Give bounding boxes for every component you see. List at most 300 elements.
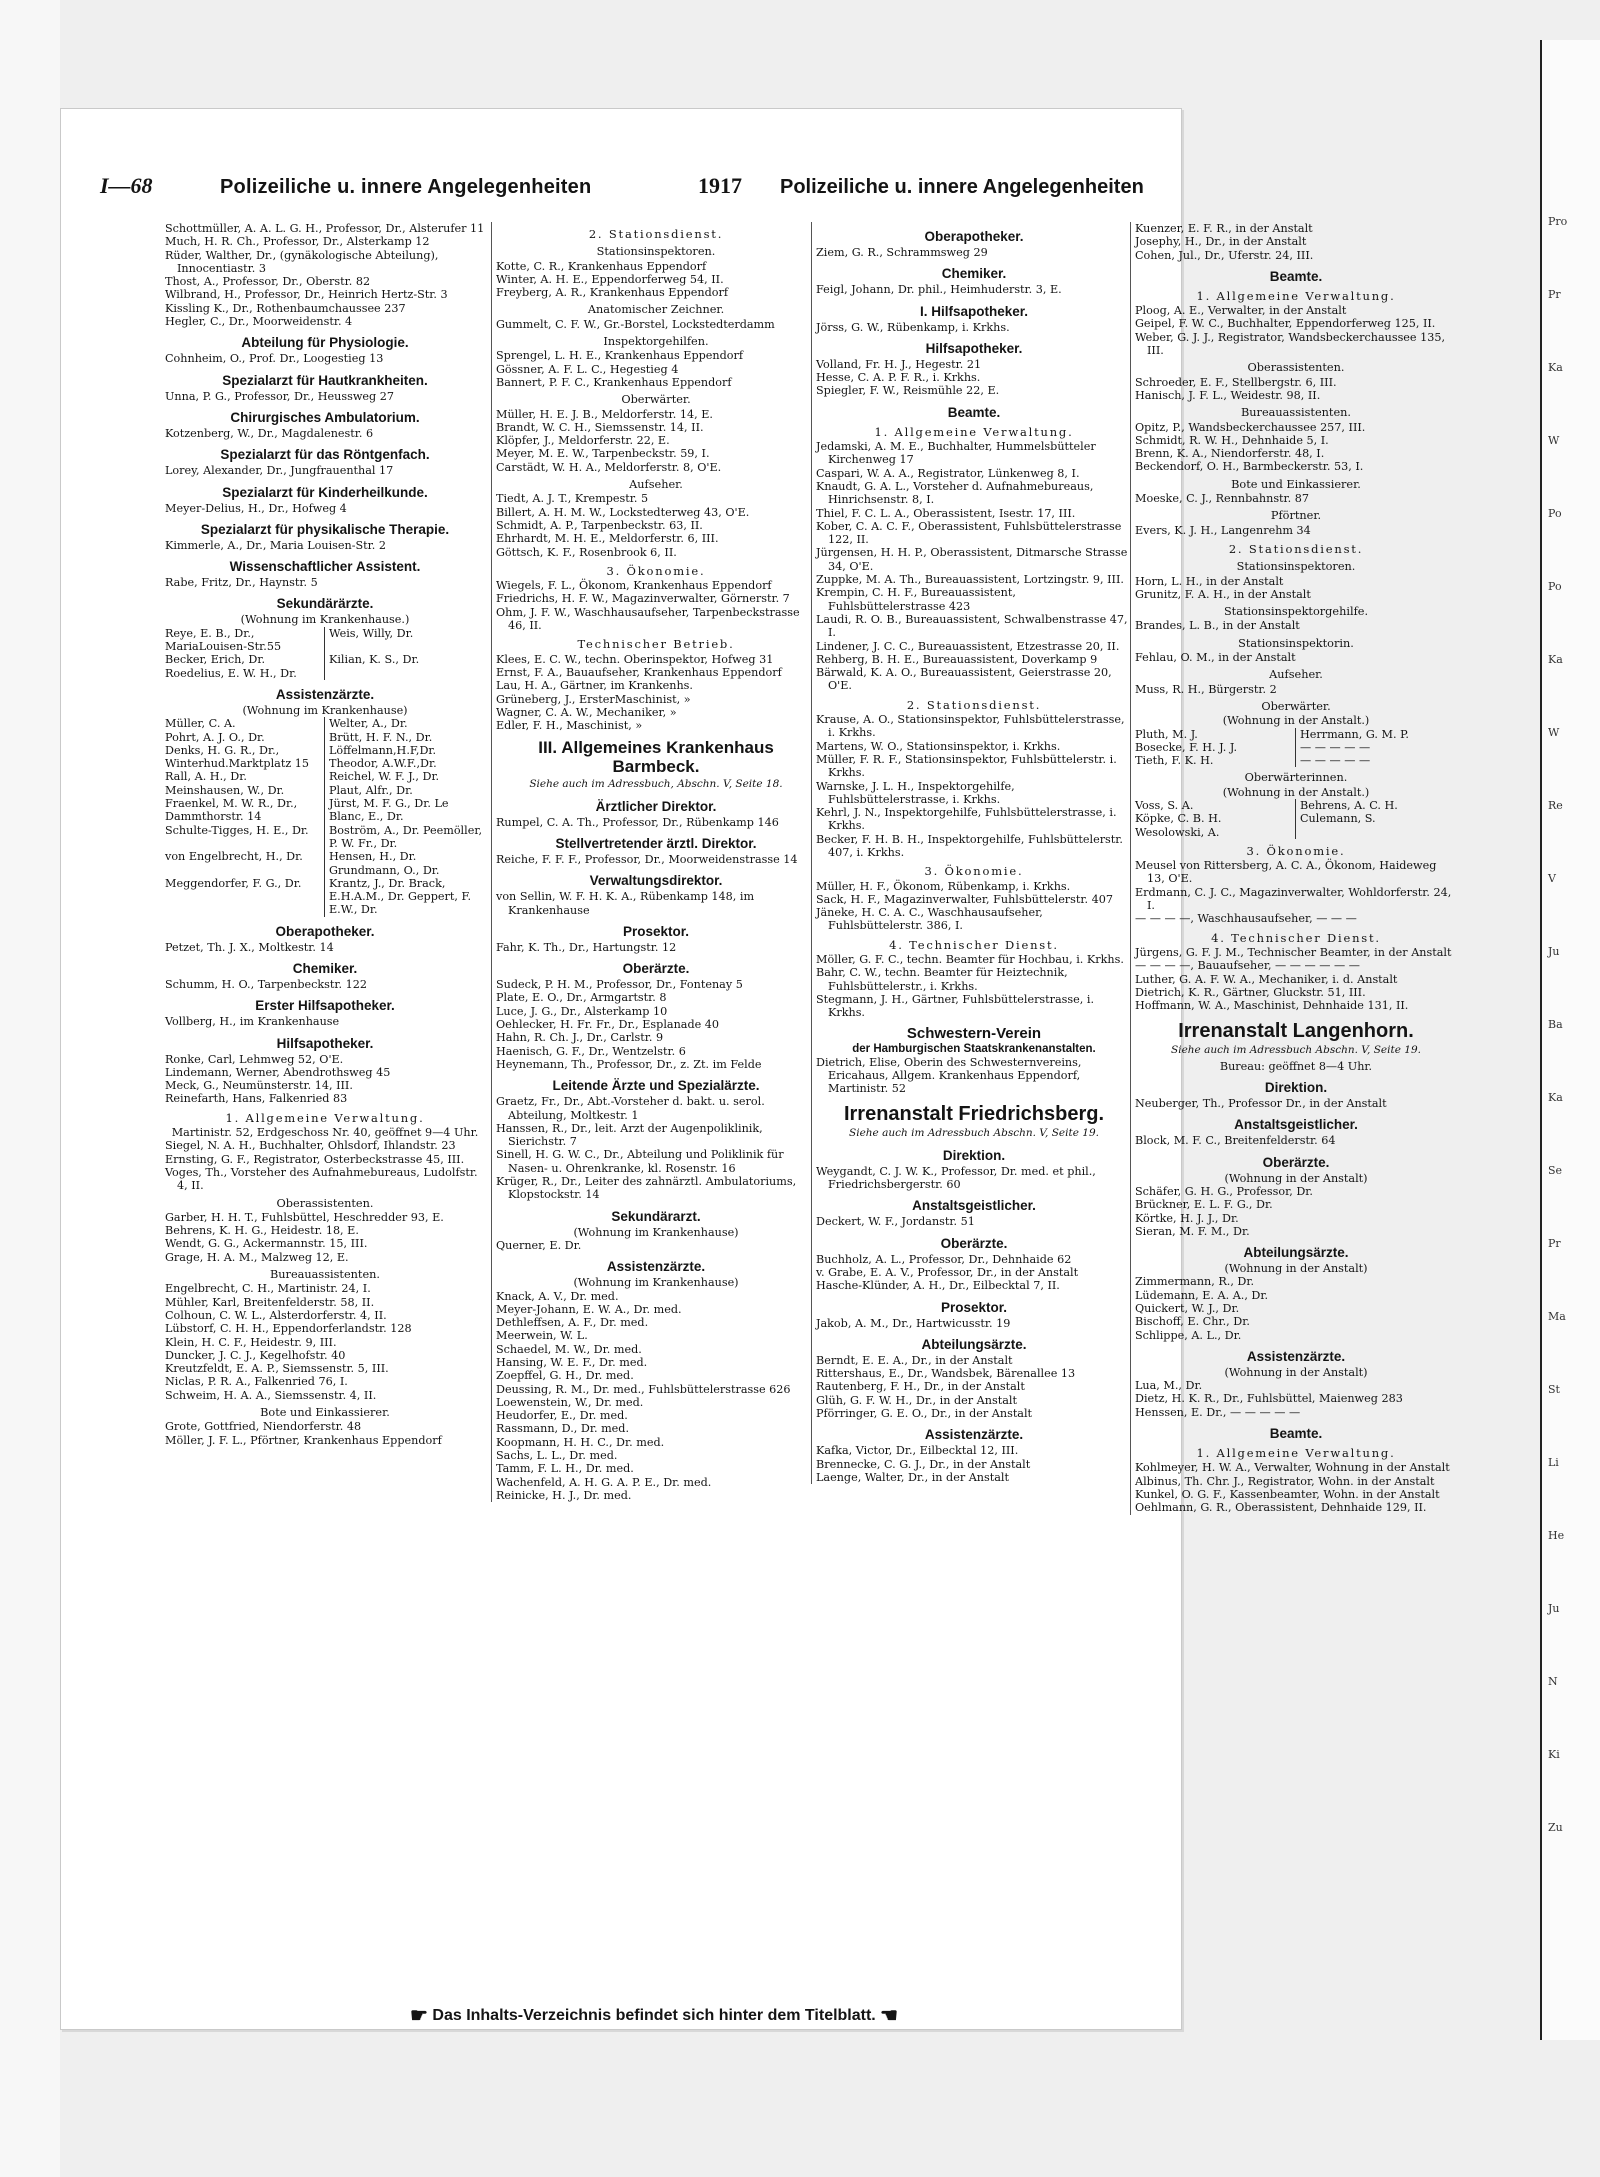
section-heading: Assistenzärzte. — [924, 1427, 1024, 1443]
adjacent-page-fragment: Pr — [1548, 1237, 1561, 1250]
adjacent-page-fragment: Ju — [1548, 945, 1560, 958]
adjacent-page-fragment: Li — [1548, 1456, 1559, 1469]
entry-right: Weis, Willy, Dr. — [329, 626, 414, 640]
directory-entry: Klees, E. C. W., techn. Oberinspektor, Hofweg 31 — [496, 652, 774, 666]
role-heading: Stationsinspektoren. — [596, 245, 716, 259]
directory-entry: Wagner, C. A. W., Mechaniker, » — [496, 705, 677, 719]
page-header — [100, 173, 1320, 203]
two-column-entry — [165, 667, 485, 680]
entry-left: Köpke, C. B. H. — [1135, 812, 1296, 825]
entry-left: Meinshausen, W., Dr. — [165, 784, 325, 797]
directory-entry: Knaudt, G. A. L., Vorsteher d. Aufnahmebureaus, Hinrichsenstr. 8, I. — [816, 479, 1094, 507]
directory-entry: Krempin, C. H. F., Bureauassistent, Fuhlsbüttelerstrasse 423 — [816, 586, 1016, 613]
two-column-entry — [165, 731, 485, 744]
directory-entry: Plate, E. O., Dr., Armgartstr. 8 — [496, 991, 667, 1005]
footer-note — [410, 2003, 1310, 2025]
entry-right: Hensen, H., Dr. Grundmann, O., Dr. — [329, 850, 440, 877]
adjacent-page-fragment: Po — [1548, 507, 1562, 520]
entry-right — [325, 667, 485, 680]
directory-entry: Kafka, Victor, Dr., Eilbecktal 12, III. — [816, 1444, 1019, 1458]
reference-note: Siehe auch im Adressbuch Abschn. V, Seite 19. — [1171, 1044, 1421, 1057]
directory-entry: Müller, F. R. F., Stationsinspektor, Fuhlsbüttelerstr. i. Krkhs. — [816, 752, 1117, 780]
directory-entry: Neuberger, Th., Professor Dr., in der Anstalt — [1135, 1097, 1387, 1111]
section-heading: Chirurgisches Ambulatorium. — [230, 409, 420, 425]
directory-entry: Meerwein, W. L. — [496, 1329, 588, 1343]
entry-right: Welter, A., Dr. — [329, 717, 408, 731]
directory-entry: von Sellin, W. F. H. K. A., Rübenkamp 148, im Krankenhause — [496, 890, 755, 917]
entry-right: Behrens, A. C. H. — [1300, 798, 1398, 812]
directory-entry: Jäneke, H. C. A. C., Waschhausaufseher, Fuhlsbüttelerstr. 386, I. — [816, 906, 1043, 933]
directory-entry: Cohen, Jul., Dr., Uferstr. 24, III. — [1135, 248, 1314, 262]
directory-entry: Grote, Gottfried, Niendorferstr. 48 — [165, 1420, 362, 1434]
directory-entry: Winter, A. H. E., Eppendorferweg 54, II. — [496, 272, 724, 286]
two-column-entry — [165, 850, 485, 877]
section-heading: Oberärzte. — [940, 1235, 1008, 1251]
adjacent-page-fragment: W — [1548, 726, 1560, 739]
note-line: (Wohnung im Krankenhause) — [573, 1276, 739, 1290]
adjacent-page-fragment: Se — [1548, 1164, 1563, 1177]
section-heading: Abteilungsärzte. — [921, 1336, 1027, 1352]
directory-entry: Grage, H. A. M., Malzweg 12, E. — [165, 1250, 349, 1264]
adjacent-page-fragment: Ba — [1548, 1018, 1563, 1031]
adjacent-page-fragment: Ju — [1548, 1602, 1560, 1615]
directory-entry: — — — —, Waschhausaufseher, — — — — [1135, 912, 1357, 926]
directory-entry: Geipel, F. W. C., Buchhalter, Eppendorferweg 125, II. — [1135, 317, 1436, 331]
section-heading: Verwaltungsdirektor. — [589, 873, 723, 889]
directory-entry: Weber, G. J. J., Registrator, Wandsbeckerchaussee 135, III. — [1135, 330, 1446, 358]
column-3 — [811, 222, 1132, 1484]
directory-entry: Meyer-Johann, E. W. A., Dr. med. — [496, 1302, 682, 1316]
directory-entry: Edler, F. H., Maschinist, » — [496, 719, 643, 733]
directory-entry: Hoffmann, W. A., Maschinist, Dehnhaide 131, II. — [1135, 999, 1409, 1013]
directory-entry: v. Grabe, E. A. V., Professor, Dr., in der Anstalt — [816, 1265, 1079, 1279]
directory-entry: Vollberg, H., im Krankenhause — [165, 1015, 340, 1029]
directory-entry: Bärwald, K. A. O., Bureauassistent, Geierstrasse 20, O'E. — [816, 666, 1112, 693]
two-column-entry — [1135, 728, 1457, 741]
two-column-entry — [1135, 826, 1457, 839]
role-heading: Oberwärter. — [621, 393, 691, 407]
directory-entry: Meusel von Rittersberg, A. C. A., Ökonom, Haideweg 13, O'E. — [1135, 859, 1437, 886]
section-heading: Assistenzärzte. — [275, 686, 375, 702]
section-heading: Beamte. — [1269, 268, 1323, 284]
entry-right: — — — — — — [1300, 754, 1371, 768]
column-2 — [491, 222, 816, 1502]
directory-entry: Quickert, W. J., Dr. — [1135, 1302, 1240, 1315]
directory-entry: Koopmann, H. H. C., Dr. med. — [496, 1435, 665, 1449]
directory-entry: Göttsch, K. F., Rosenbrook 6, II. — [496, 545, 677, 559]
role-heading: Bote und Einkassierer. — [260, 1406, 390, 1419]
subsection-heading: 1. Allgemeine Verwaltung. — [874, 424, 1074, 439]
entry-left: Rall, A. H., Dr. — [165, 770, 325, 783]
directory-entry: Josephy, H., Dr., in der Anstalt — [1135, 235, 1307, 249]
subsection-heading: 3. Ökonomie. — [1246, 843, 1346, 858]
directory-entry: Lindener, J. C. C., Bureauassistent, Etzestrasse 20, II. — [816, 639, 1120, 653]
directory-entry: Dietrich, Elise, Oberin des Schwesternvereins, Ericahaus, Allgem. Krankenhaus Eppendorf, Martinistr. 52 — [816, 1055, 1082, 1096]
directory-entry: Garber, H. H. T., Fuhlsbüttel, Heschredder 93, E. — [165, 1210, 444, 1224]
directory-entry: Hegler, C., Dr., Moorweidenstr. 4 — [165, 315, 353, 329]
directory-entry: Sack, H. F., Magazinverwalter, Fuhlsbüttelerstr. 407 — [816, 892, 1113, 906]
subsection-heading: 4. Technischer Dienst. — [889, 937, 1059, 952]
directory-entry: Rassmann, D., Dr. med. — [496, 1422, 630, 1436]
note-line: (Wohnung in der Anstalt) — [1224, 1365, 1368, 1379]
section-heading: Spezialarzt für Hautkrankheiten. — [222, 372, 428, 388]
year: 1917 — [698, 173, 742, 198]
directory-entry: Volland, Fr. H. J., Hegestr. 21 — [816, 357, 982, 371]
directory-entry: Horn, L. H., in der Anstalt — [1135, 574, 1284, 588]
directory-entry: Reiche, F. F. F., Professor, Dr., Moorweidenstrasse 14 — [496, 852, 798, 866]
adjacent-page-fragment: Zu — [1548, 1821, 1563, 1834]
directory-entry: Schäfer, G. H. G., Professor, Dr. — [1135, 1184, 1313, 1198]
section-heading: Chemiker. — [292, 960, 358, 976]
adjacent-page-fragment: He — [1548, 1529, 1565, 1542]
directory-entry: Kunkel, O. G. F., Kassenbeamter, Wohn. in der Anstalt — [1135, 1487, 1440, 1501]
entry-left: Voss, S. A. — [1135, 799, 1296, 812]
pointing-hand-icon: ☛ — [410, 2005, 428, 2027]
directory-entry: Klein, H. C. F., Heidestr. 9, III. — [165, 1335, 337, 1349]
institution-title: Irrenanstalt Langenhorn. — [1178, 1020, 1414, 1043]
subsection-heading: 2. Stationsdienst. — [1228, 541, 1364, 556]
role-heading: Bureauassistenten. — [269, 1268, 380, 1282]
directory-entry: Schumm, H. O., Tarpenbeckstr. 122 — [165, 977, 367, 991]
directory-entry: Jürgens, G. F. J. M., Technischer Beamter, in der Anstalt — [1135, 945, 1452, 959]
directory-entry: Ernst, F. A., Bauaufseher, Krankenhaus Eppendorf — [496, 665, 782, 679]
directory-entry: Grunitz, F. A. H., in der Anstalt — [1135, 587, 1311, 601]
section-heading: I. Hilfsapotheker. — [919, 303, 1029, 319]
directory-entry: Niclas, P. R. A., Falkenried 76, I. — [165, 1375, 348, 1389]
directory-entry: Brandes, L. B., in der Anstalt — [1135, 619, 1300, 633]
subsection-heading: 1. Allgemeine Verwaltung. — [1196, 288, 1396, 303]
role-heading: Oberassistenten. — [276, 1196, 374, 1210]
section-heading: Erster Hilfsapotheker. — [255, 998, 395, 1014]
directory-entry: Fehlau, O. M., in der Anstalt — [1135, 651, 1296, 665]
note-line: (Wohnung in der Anstalt.) — [1222, 714, 1370, 728]
directory-entry: Kuenzer, E. F. R., in der Anstalt — [1135, 222, 1313, 235]
directory-entry: Engelbrecht, C. H., Martinistr. 24, I. — [165, 1282, 371, 1296]
directory-entry: Kohlmeyer, H. W. A., Verwalter, Wohnung in der Anstalt — [1135, 1461, 1450, 1475]
directory-entry: Lindemann, Werner, Abendrothsweg 45 — [165, 1065, 391, 1079]
entry-right — [1296, 826, 1457, 839]
directory-entry: Bischoff, E. Chr., Dr. — [1135, 1315, 1250, 1329]
directory-entry: Klöpfer, J., Meldorferstr. 22, E. — [496, 434, 670, 448]
directory-entry: Lüdemann, E. A. A., Dr. — [1135, 1288, 1269, 1302]
directory-entry: Sinell, H. G. W. C., Dr., Abteilung und Poliklinik für Nasen- u. Ohrenkranke, kl. Rosenstr. 16 — [496, 1148, 784, 1175]
directory-entry: Möller, G. F. C., techn. Beamter für Hochbau, i. Krkhs. — [816, 953, 1124, 967]
directory-entry: Moeske, C. J., Rennbahnstr. 87 — [1135, 492, 1310, 506]
directory-entry: Graetz, Fr., Dr., Abt.-Vorsteher d. bakt. u. serol. Abteilung, Moltkestr. 1 — [496, 1095, 765, 1122]
directory-entry: Wiegels, F. L., Ökonom, Krankenhaus Eppendorf — [496, 579, 772, 593]
two-column-entry — [1135, 741, 1457, 754]
two-column-entry — [165, 877, 485, 917]
directory-entry: Müller, H. E. J. B., Meldorferstr. 14, E. — [496, 407, 713, 421]
directory-entry: Heudorfer, E., Dr. med. — [496, 1409, 628, 1423]
section-heading: Prosektor. — [622, 923, 690, 939]
note-line: (Wohnung in der Anstalt) — [1224, 1171, 1368, 1185]
directory-entry: Wachenfeld, A. H. G. A. P. E., Dr. med. — [496, 1475, 712, 1489]
two-column-entry — [165, 717, 485, 730]
section-heading: Direktion. — [942, 1147, 1006, 1163]
directory-entry: Wendt, G. G., Ackermannstr. 15, III. — [165, 1237, 368, 1251]
directory-entry: Freyberg, A. R., Krankenhaus Eppendorf — [496, 286, 729, 300]
directory-entry: Brenn, K. A., Niendorferstr. 48, I. — [1135, 447, 1325, 461]
directory-entry: Hesse, C. A. P. F. R., i. Krkhs. — [816, 371, 981, 385]
section-heading: Hilfsapotheker. — [276, 1035, 374, 1051]
directory-entry: Loewenstein, W., Dr. med. — [496, 1395, 644, 1409]
entry-right: Kilian, K. S., Dr. — [329, 653, 420, 667]
directory-entry: Zimmermann, R., Dr. — [1135, 1275, 1255, 1289]
directory-entry: Luther, G. A. F. W. A., Mechaniker, i. d. Anstalt — [1135, 972, 1398, 986]
directory-entry: Petzet, Th. J. X., Moltkestr. 14 — [165, 940, 334, 954]
subsection-heading: 3. Ökonomie. — [924, 864, 1024, 879]
role-heading: Bote und Einkassierer. — [1231, 477, 1361, 491]
directory-entry: Stegmann, J. H., Gärtner, Fuhlsbüttelerstrasse, i. Krkhs. — [816, 992, 1095, 1020]
directory-entry: Reinefarth, Hans, Falkenried 83 — [165, 1092, 348, 1106]
entry-right: Reichel, W. F. J., Dr. — [329, 770, 440, 784]
adjacent-page-fragment: Pro — [1548, 215, 1568, 228]
directory-entry: Weygandt, C. J. W. K., Professor, Dr. med. et phil., Friedrichsbergerstr. 60 — [816, 1164, 1096, 1192]
section-heading: Chemiker. — [941, 266, 1007, 282]
directory-entry: Behrens, K. H. G., Heidestr. 18, E. — [165, 1224, 359, 1238]
directory-entry: Lorey, Alexander, Dr., Jungfrauenthal 17 — [165, 464, 394, 478]
directory-entry: Kotte, C. R., Krankenhaus Eppendorf — [496, 259, 707, 273]
directory-entry: Rehberg, B. H. E., Bureauassistent, Doverkamp 9 — [816, 652, 1098, 666]
section-heading: Abteilung für Physiologie. — [241, 335, 409, 351]
entry-left: Pluth, M. J. — [1135, 728, 1296, 741]
role-heading: Oberwärterinnen. — [1244, 771, 1348, 785]
directory-entry: Opitz, P., Wandsbeckerchaussee 257, III. — [1135, 420, 1366, 434]
directory-entry: Sieran, M. F. M., Dr. — [1135, 1224, 1250, 1238]
two-column-entry — [165, 744, 485, 771]
role-heading: Inspektorgehilfen. — [603, 335, 709, 349]
role-heading: Stationsinspektoren. — [1236, 560, 1356, 574]
directory-entry: Schmidt, R. W. H., Dehnhaide 5, I. — [1135, 433, 1329, 447]
directory-entry: Thiel, F. C. L. A., Oberassistent, Isestr. 17, III. — [816, 506, 1076, 520]
directory-entry: Meck, G., Neumünsterstr. 14, III. — [165, 1079, 353, 1093]
directory-entry: Siegel, N. A. H., Buchhalter, Ohlsdorf, Ihlandstr. 23 — [165, 1139, 456, 1153]
note-line: (Wohnung im Krankenhause) — [242, 703, 408, 717]
directory-entry: Jakob, A. M., Dr., Hartwicusstr. 19 — [816, 1316, 1011, 1330]
entry-left: Bosecke, F. H. J. J. — [1135, 741, 1296, 754]
directory-entry: Ehrhardt, M. H. E., Meldorferstr. 6, III. — [496, 532, 719, 546]
running-title-left: Polizeiliche u. innere Angelegenheiten — [220, 176, 592, 198]
directory-entry: Ohm, J. F. W., Waschhausaufseher, Tarpenbeckstrasse 46, II. — [496, 605, 800, 633]
directory-entry: Ziem, G. R., Schrammsweg 29 — [816, 246, 988, 259]
adjacent-page-fragment: W — [1548, 434, 1560, 447]
adjacent-page-fragment: Ma — [1548, 1310, 1566, 1323]
directory-entry: Glüh, G. F. W. H., Dr., in der Anstalt — [816, 1393, 1017, 1407]
directory-entry: Schmidt, A. P., Tarpenbeckstr. 63, II. — [496, 518, 703, 532]
directory-entry: Ploog, A. E., Verwalter, in der Anstalt — [1135, 304, 1347, 318]
directory-entry: Muss, R. H., Bürgerstr. 2 — [1135, 682, 1277, 696]
entry-right: Jürst, M. F. G., Dr. Le Blanc, E., Dr. — [329, 797, 449, 824]
directory-entry: Schlippe, A. L., Dr. — [1135, 1328, 1242, 1342]
two-column-entry — [165, 797, 485, 824]
section-heading: Oberärzte. — [1262, 1154, 1330, 1170]
directory-entry: Friedrichs, H. F. W., Magazinverwalter, Görnerstr. 7 — [496, 592, 790, 606]
note-line: (Wohnung im Krankenhause.) — [240, 613, 410, 627]
directory-entry: Duncker, J. C. J., Kegelhofstr. 40 — [165, 1348, 346, 1362]
section-heading: Leitende Ärzte und Spezialärzte. — [552, 1078, 760, 1094]
section-heading: Beamte. — [947, 404, 1001, 420]
column-1 — [165, 222, 485, 1447]
section-heading: Oberärzte. — [622, 961, 690, 977]
section-heading: Anstaltsgeistlicher. — [912, 1198, 1036, 1214]
directory-entry: Deckert, W. F., Jordanstr. 51 — [816, 1215, 975, 1229]
directory-entry: Mühler, Karl, Breitenfelderstr. 58, II. — [165, 1295, 375, 1309]
directory-entry: Brennecke, C. G. J., Dr., in der Anstalt — [816, 1457, 1031, 1471]
entry-left: Pohrt, A. J. O., Dr. — [165, 731, 325, 744]
two-column-entry — [165, 784, 485, 797]
directory-entry: Caspari, W. A. A., Registrator, Lünkenweg 8, I. — [816, 466, 1080, 480]
directory-entry: Kehrl, J. N., Inspektorgehilfe, Fuhlsbüttelerstrasse, i. Krkhs. — [816, 806, 1117, 833]
directory-entry: Hansing, W. E. F., Dr. med. — [496, 1356, 648, 1369]
directory-entry: Grüneberg, J., ErsterMaschinist, » — [496, 692, 691, 706]
section-heading: Oberapotheker. — [275, 923, 375, 939]
adjacent-page-fragment: Pr — [1548, 288, 1561, 301]
directory-entry: Fahr, K. Th., Dr., Hartungstr. 12 — [496, 940, 677, 954]
section-heading: Beamte. — [1269, 1426, 1323, 1442]
section-heading: Ärztlicher Direktor. — [595, 798, 717, 814]
role-heading: Anatomischer Zeichner. — [587, 303, 725, 317]
entry-left: Tieth, F. K. H. — [1135, 754, 1296, 767]
directory-entry: Zuppke, M. A. Th., Bureauassistent, Lortzingstr. 9, III. — [816, 573, 1124, 587]
directory-entry: Brückner, E. L. F. G., Dr. — [1135, 1198, 1273, 1212]
directory-entry: Kreutzfeldt, E. A. P., Siemssenstr. 5, III. — [165, 1362, 389, 1376]
entry-right: — — — — — — [1300, 740, 1371, 754]
subsection-heading: 3. Ökonomie. — [606, 563, 706, 578]
note-line: Martinistr. 52, Erdgeschoss Nr. 40, geöffnet 9—4 Uhr. — [171, 1126, 479, 1140]
directory-entry: Jürgensen, H. H. P., Oberassistent, Ditmarsche Strasse 34, O'E. — [816, 546, 1128, 573]
directory-entry: Lua, M., Dr. — [1135, 1379, 1203, 1393]
directory-entry: Lübstorf, C. H. H., Eppendorferlandstr. 128 — [165, 1322, 412, 1336]
directory-entry: Kissling K., Dr., Rothenbaumchaussee 237 — [165, 301, 406, 315]
section-heading: Wissenschaftlicher Assistent. — [229, 559, 421, 575]
directory-entry: Müller, H. F., Ökonom, Rübenkamp, i. Krkhs. — [816, 879, 1071, 893]
section-heading: Assistenzärzte. — [606, 1259, 706, 1275]
directory-entry: Laudi, R. O. B., Bureauassistent, Schwalbenstrasse 47, I. — [816, 612, 1128, 640]
entry-left: Denks, H. G. R., Dr., Winterhud.Marktplatz 15 — [165, 744, 325, 771]
adjacent-page-fragment: Ki — [1548, 1748, 1560, 1761]
directory-entry: Erdmann, C. J. C., Magazinverwalter, Wohldorferstr. 24, I. — [1135, 885, 1452, 913]
directory-entry: Cohnheim, O., Prof. Dr., Loogestieg 13 — [165, 352, 384, 366]
directory-entry: Schaedel, M. W., Dr. med. — [496, 1342, 642, 1356]
two-column-entry — [1135, 754, 1457, 767]
directory-entry: Carstädt, W. H. A., Meldorferstr. 8, O'E. — [496, 460, 722, 474]
adjacent-page-fragment: Po — [1548, 580, 1562, 593]
adjacent-page-fragment: St — [1548, 1383, 1560, 1396]
directory-entry: Tamm, F. L. H., Dr. med. — [496, 1462, 634, 1476]
directory-entry: Rumpel, C. A. Th., Professor, Dr., Rübenkamp 146 — [496, 815, 779, 829]
directory-entry: Rittershaus, E., Dr., Wandsbek, Bärenallee 13 — [816, 1367, 1076, 1381]
directory-entry: Hahn, R. Ch. J., Dr., Carlstr. 9 — [496, 1031, 664, 1045]
two-column-entry — [1135, 812, 1457, 825]
entry-right: Brütt, H. F. N., Dr. — [329, 730, 433, 744]
entry-right: Culemann, S. — [1300, 812, 1376, 826]
adjacent-page-fragment: Ka — [1548, 653, 1563, 666]
entry-left: von Engelbrecht, H., Dr. — [165, 850, 325, 877]
adjacent-page-fragment: Ka — [1548, 361, 1563, 374]
subsection-heading: 1. Allgemeine Verwaltung. — [225, 1110, 425, 1125]
directory-entry: Bahr, C. W., techn. Beamter für Heiztechnik, Fuhlsbüttelerstr., i. Krkhs. — [816, 966, 1068, 993]
directory-entry: Tiedt, A. J. T., Krempestr. 5 — [496, 492, 649, 506]
section-heading: Prosektor. — [940, 1299, 1008, 1315]
directory-entry: Pförringer, G. E. O., Dr., in der Anstalt — [816, 1407, 1033, 1420]
directory-entry: Block, M. F. C., Breitenfelderstr. 64 — [1135, 1134, 1336, 1148]
role-heading: Stationsinspektorgehilfe. — [1223, 605, 1369, 619]
directory-entry: Billert, A. H. M. W., Lockstedterweg 43, O'E. — [496, 505, 750, 519]
directory-entry: Laenge, Walter, Dr., in der Anstalt — [816, 1470, 1009, 1484]
directory-entry: Möller, J. F. L., Pförtner, Krankenhaus Eppendorf — [165, 1433, 442, 1447]
section-heading: Assistenzärzte. — [1246, 1348, 1346, 1364]
directory-entry: Colhoun, C. W. L., Alsterdorferstr. 4, II. — [165, 1308, 387, 1322]
role-heading: Aufseher. — [629, 478, 683, 492]
directory-entry: Lau, H. A., Gärtner, im Krankenhs. — [496, 679, 693, 693]
two-column-entry — [1135, 799, 1457, 812]
association-subtitle: der Hamburgischen Staatskrankenanstalten. — [852, 1042, 1096, 1055]
footer-text: Das Inhalts-Verzeichnis befindet sich hinter dem Titelblatt. — [432, 2007, 876, 2024]
directory-entry: Dethleffsen, A. F., Dr. med. — [496, 1316, 649, 1330]
note-line: (Wohnung in der Anstalt) — [1224, 1262, 1368, 1276]
entry-left: Müller, C. A. — [165, 717, 325, 730]
directory-entry: Berndt, E. E. A., Dr., in der Anstalt — [816, 1353, 1013, 1367]
directory-entry: — — — —, Bauaufseher, — — — — — — — [1135, 959, 1360, 973]
directory-entry: Reinicke, H. J., Dr. med. — [496, 1488, 632, 1502]
section-heading: Spezialarzt für Kinderheilkunde. — [222, 484, 428, 500]
directory-entry: Deussing, R. M., Dr. med., Fuhlsbüttelerstrasse 626 — [496, 1382, 791, 1396]
section-heading: Direktion. — [1264, 1080, 1328, 1096]
directory-entry: Haenisch, G. F., Dr., Wentzelstr. 6 — [496, 1044, 686, 1058]
adjacent-page-fragment: V — [1548, 872, 1556, 885]
directory-entry: Kotzenberg, W., Dr., Magdalenestr. 6 — [165, 426, 374, 440]
note-line: (Wohnung im Krankenhause) — [573, 1225, 739, 1239]
entry-left: Wesolowski, A. — [1135, 826, 1296, 839]
section-heading: Hilfsapotheker. — [925, 340, 1023, 356]
role-heading: Aufseher. — [1269, 668, 1323, 682]
adjacent-page-fragment: Re — [1548, 799, 1563, 812]
entry-right: Plaut, Alfr., Dr. — [329, 783, 413, 797]
directory-entry: Schroeder, E. F., Stellbergstr. 6, III. — [1135, 375, 1337, 389]
subsection-heading: 1. Allgemeine Verwaltung. — [1196, 1446, 1396, 1461]
entry-left: Reye, E. B., Dr., MariaLouisen-Str.55 — [165, 627, 325, 654]
entry-right: Boström, A., Dr. Peemöller, P. W. Fr., Dr. — [329, 823, 483, 850]
entry-left: Schulte-Tigges, H. E., Dr. — [165, 824, 325, 851]
directory-entry: Martens, W. O., Stationsinspektor, i. Krkhs. — [816, 739, 1061, 753]
subsection-heading: 2. Stationsdienst. — [588, 227, 724, 241]
directory-entry: Oehlecker, H. Fr. Fr., Dr., Esplanade 40 — [496, 1018, 720, 1032]
directory-entry: Sachs, L. L., Dr. med. — [496, 1449, 618, 1463]
directory-entry: Albinus, Th. Chr. J., Registrator, Wohn. in der Anstalt — [1135, 1474, 1435, 1488]
association-title: Schwestern-Verein — [906, 1024, 1042, 1042]
entry-right: Herrmann, G. M. P. — [1300, 727, 1409, 741]
entry-left: Meggendorfer, F. G., Dr. — [165, 877, 325, 917]
directory-entry: Wilbrand, H., Professor, Dr., Heinrich Hertz-Str. 3 — [165, 288, 448, 302]
directory-entry: Henssen, E. Dr., — — — — — — [1135, 1405, 1301, 1419]
directory-entry: Evers, K. J. H., Langenrehm 34 — [1135, 523, 1311, 537]
role-heading: Oberassistenten. — [1247, 361, 1345, 375]
column-4 — [1130, 222, 1457, 1515]
role-heading: Pförtner. — [1270, 509, 1322, 523]
scan-left-margin — [0, 0, 60, 2177]
institution-title: III. Allgemeines Krankenhaus Barmbeck. — [538, 738, 774, 777]
directory-entry: Dietrich, K. R., Gärtner, Gluckstr. 51, III. — [1135, 985, 1366, 999]
two-column-entry — [165, 627, 485, 654]
directory-entry: Beckendorf, O. H., Barmbeckerstr. 53, I. — [1135, 460, 1364, 474]
directory-entry: Dietz, H. K. R., Dr., Fuhlsbüttel, Maienweg 283 — [1135, 1392, 1403, 1406]
directory-entry: Bannert, P. F. C., Krankenhaus Eppendorf — [496, 375, 732, 389]
institution-title: Irrenanstalt Friedrichsberg. — [843, 1103, 1105, 1126]
role-heading: Oberwärter. — [1261, 699, 1331, 713]
directory-entry: Knack, A. V., Dr. med. — [496, 1289, 619, 1303]
directory-entry: Gössner, A. F. L. C., Hegestieg 4 — [496, 362, 679, 376]
